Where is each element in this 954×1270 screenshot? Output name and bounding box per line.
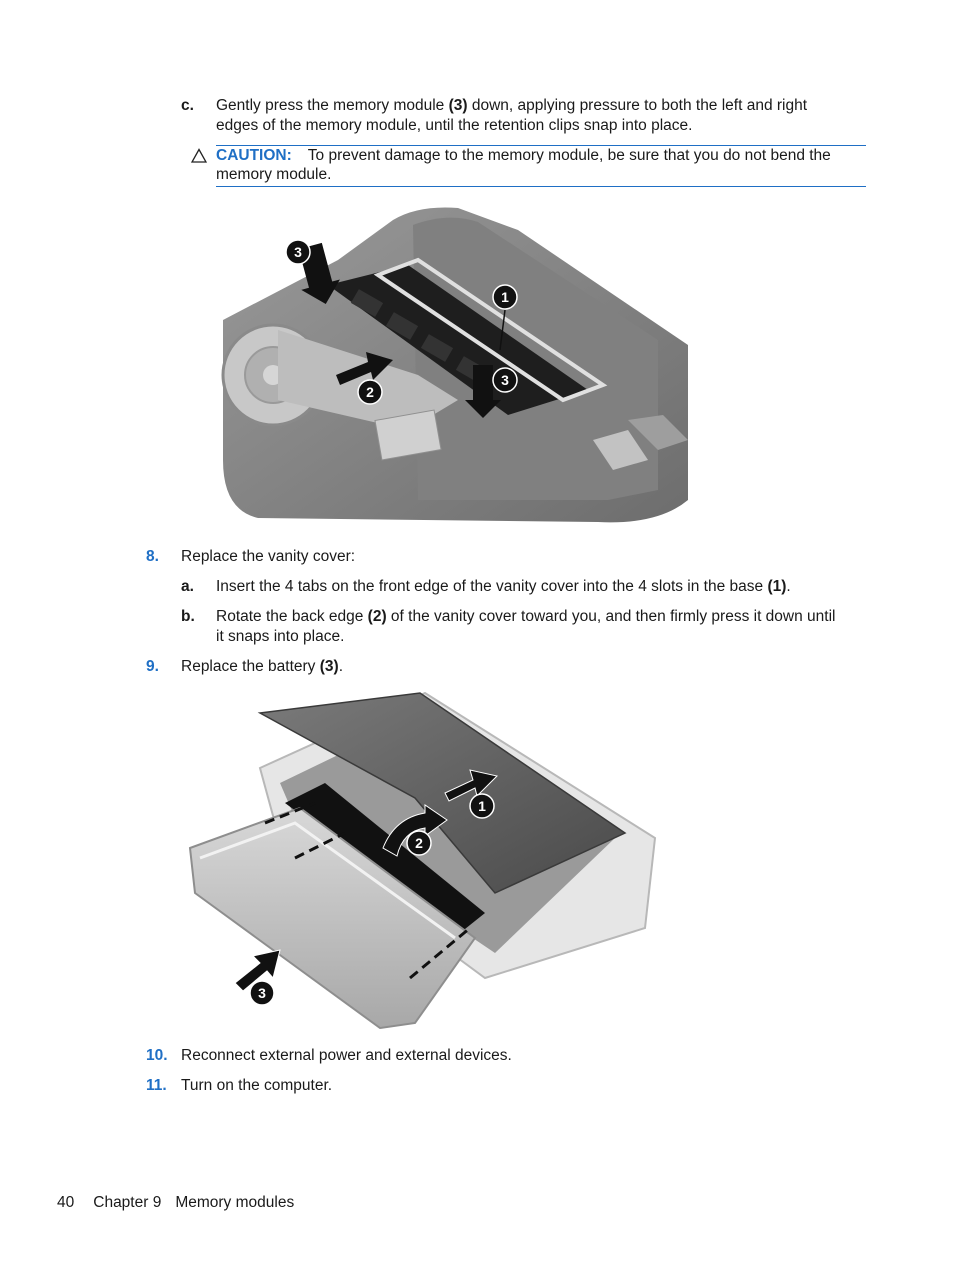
callout-3-bottom (493, 368, 517, 392)
step-8a-letter: a. (181, 578, 194, 595)
step-9-callout-ref: (3) (319, 658, 339, 675)
memory-module-illustration (218, 200, 693, 530)
step-11-text: Turn on the computer. (181, 1077, 333, 1094)
callout-2 (407, 831, 431, 855)
page-number: 40 (57, 1194, 75, 1211)
step-8a-text-main: Insert the 4 tabs on the front edge of the vanity cover into the 4 slots in the base (216, 578, 768, 595)
step-8a-callout-ref: (1) (767, 578, 787, 595)
step-10-number: 10. (146, 1047, 168, 1064)
step-8-number: 8. (146, 548, 159, 565)
callout-1 (493, 285, 517, 309)
step-8b-text-cont: of the vanity cover toward you, and then firmly press it down until (386, 608, 836, 625)
svg-text:2: 2 (415, 835, 423, 851)
step-c-callout-ref: (3) (448, 97, 468, 114)
callout-1 (470, 794, 494, 818)
step-8b-callout-ref: (2) (367, 608, 387, 625)
chapter-title: Memory modules (175, 1194, 295, 1211)
step-9-text (181, 657, 343, 677)
footer (57, 1193, 294, 1213)
caution-line-2: memory module. (216, 166, 332, 183)
step-9-period: . (338, 658, 343, 675)
callout-2 (358, 380, 382, 404)
step-8a-period: . (786, 578, 791, 595)
step-8a-text (216, 577, 791, 597)
step-9-text-main: Replace the battery (181, 658, 320, 675)
callout-3-top (286, 240, 310, 264)
step-8b-line-1 (216, 607, 835, 627)
step-c-line-2: edges of the memory module, until the retention clips snap into place. (216, 117, 693, 134)
svg-text:3: 3 (258, 985, 266, 1001)
chapter-label: Chapter 9 (93, 1194, 162, 1211)
step-8b-text: Rotate the back edge (216, 608, 368, 625)
step-8-text: Replace the vanity cover: (181, 548, 356, 565)
svg-text:1: 1 (501, 289, 509, 305)
step-c-line-1 (216, 96, 807, 116)
step-8b-letter: b. (181, 608, 195, 625)
svg-text:3: 3 (294, 244, 302, 260)
svg-text:3: 3 (501, 372, 509, 388)
callout-3 (250, 981, 274, 1005)
step-c-text-cont: down, applying pressure to both the left and right (467, 97, 808, 114)
caution-text: To prevent damage to the memory module, be sure that you do not bend the (307, 147, 831, 164)
step-c-text: Gently press the memory module (216, 97, 449, 114)
warning-triangle-icon (191, 148, 207, 163)
caution-line-1 (216, 146, 831, 166)
step-8b-line-2: it snaps into place. (216, 628, 345, 645)
svg-text:1: 1 (478, 798, 486, 814)
step-9-number: 9. (146, 658, 159, 675)
caution-label: CAUTION: (216, 147, 292, 164)
step-11-number: 11. (146, 1077, 167, 1094)
vanity-cover-battery-illustration (185, 688, 665, 1033)
step-10-text: Reconnect external power and external devices. (181, 1047, 512, 1064)
svg-text:2: 2 (366, 384, 374, 400)
step-c-letter: c. (181, 97, 194, 114)
